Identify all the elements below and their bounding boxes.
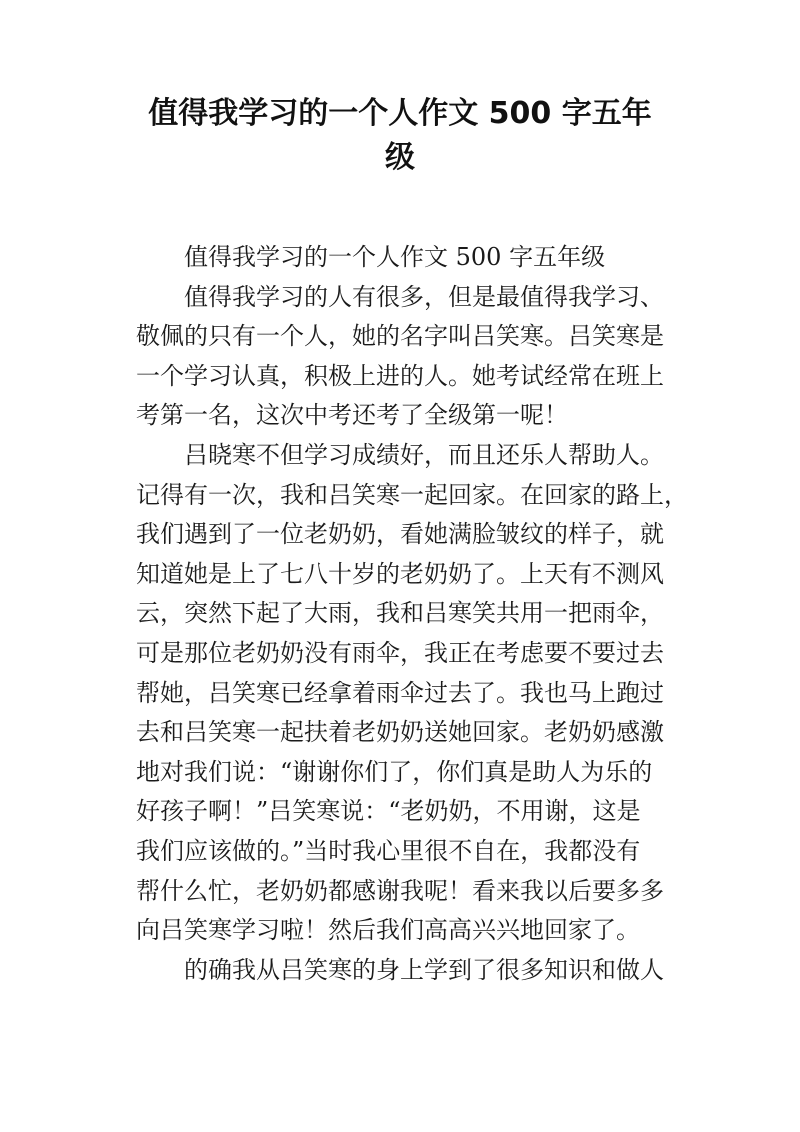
title-line: 级 — [385, 140, 415, 175]
text-line: 一个学习认真，积极上进的人。她考试经常在班上 — [136, 361, 664, 390]
text-line: 考第一名，这次中考还考了全级第一呢！ — [136, 401, 568, 430]
text-line: 值得我学习的人有很多，但是最值得我学习、 — [184, 282, 664, 311]
text-line: 云，突然下起了大雨，我和吕寒笑共用一把雨伞， — [136, 599, 664, 628]
paragraph — [136, 278, 676, 436]
text-line: 我们遇到了一位老奶奶，看她满脸皱纹的样子，就 — [136, 520, 664, 549]
text-line: 好孩子啊！”吕笑寒说：“老奶奶，不用谢，这是 — [136, 797, 641, 826]
text-line: 值得我学习的一个人作文 500 字五年级 — [184, 243, 606, 271]
text-line: 吕晓寒不但学习成绩好，而且还乐人帮助人。 — [184, 440, 664, 469]
paragraph — [136, 238, 676, 278]
document-body — [136, 238, 688, 990]
paragraph — [136, 951, 676, 991]
text-line: 地对我们说：“谢谢你们了，你们真是助人为乐的 — [136, 757, 653, 786]
text-line: 帮她，吕笑寒已经拿着雨伞过去了。我也马上跑过 — [136, 678, 664, 707]
paragraph — [136, 436, 688, 951]
text-line: 向吕笑寒学习啦！然后我们高高兴兴地回家了。 — [136, 916, 640, 945]
text-line: 敬佩的只有一个人，她的名字叫吕笑寒。吕笑寒是 — [136, 322, 664, 351]
text-line: 知道她是上了七八十岁的老奶奶了。上天有不测风 — [136, 559, 664, 588]
text-line: 我们应该做的。”当时我心里很不自在，我都没有 — [136, 836, 641, 865]
text-line: 帮什么忙，老奶奶都感谢我呢！看来我以后要多多 — [136, 876, 664, 905]
text-line: 可是那位老奶奶没有雨伞，我正在考虑要不要过去 — [136, 638, 664, 667]
text-line: 的确我从吕笑寒的身上学到了很多知识和做人 — [184, 955, 664, 984]
text-line: 去和吕笑寒一起扶着老奶奶送她回家。老奶奶感激 — [136, 718, 664, 747]
text-line: 记得有一次，我和吕笑寒一起回家。在回家的路上， — [136, 480, 688, 509]
document-title — [100, 92, 700, 180]
title-line: 值得我学习的一个人作文 500 字五年 — [148, 96, 652, 131]
